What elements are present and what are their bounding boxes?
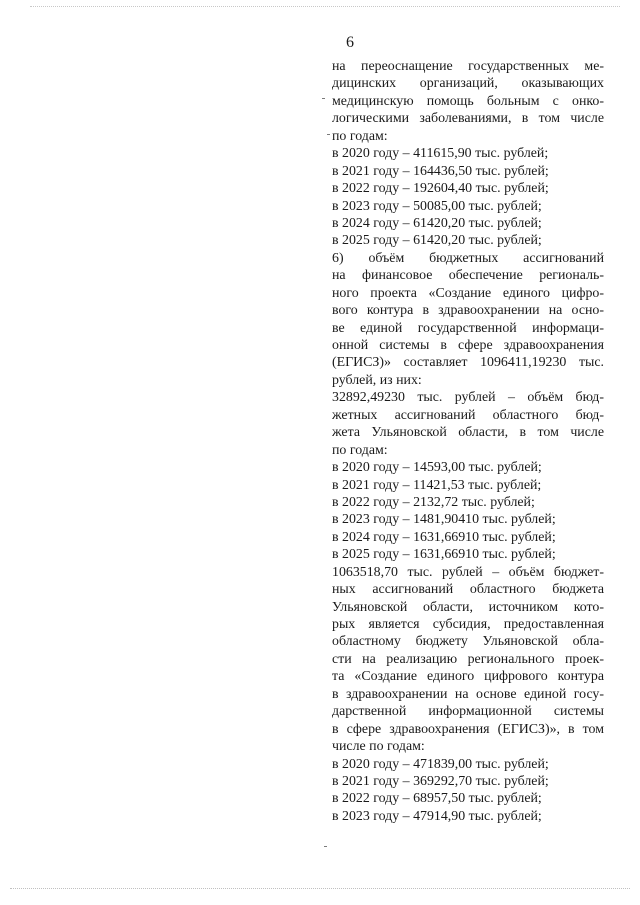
text-line: ного проекта «Создание единого цифро- (332, 285, 604, 301)
text-line: в 2022 году – 68957,50 тыс. рублей; (332, 791, 542, 807)
text-line: в 2021 году – 369292,70 тыс. рублей; (332, 773, 549, 789)
text-line: на финансовое обеспечение региональ- (332, 268, 604, 284)
text-line: в 2024 году – 1631,66910 тыс. рублей; (332, 529, 556, 545)
text-line: в 2023 году – 50085,00 тыс. рублей; (332, 198, 542, 214)
scan-edge-bottom (10, 888, 630, 889)
text-line: в 2024 году – 61420,20 тыс. рублей; (332, 215, 542, 231)
text-line: в 2025 году – 1631,66910 тыс. рублей; (332, 547, 556, 563)
text-line: Ульяновской области, источником кото- (332, 599, 604, 615)
text-line: в 2021 году – 164436,50 тыс. рублей; (332, 163, 549, 179)
text-line: 6) объём бюджетных ассигнований (332, 250, 604, 266)
text-line: на переоснащение государственных ме- (332, 59, 604, 74)
text-line: в 2022 году – 192604,40 тыс. рублей; (332, 181, 549, 197)
text-line: по годам: (332, 128, 388, 144)
text-line: (ЕГИСЗ)» составляет 1096411,19230 тыс. (332, 355, 604, 371)
scan-speck (322, 98, 325, 99)
text-line: в сфере здравоохранения (ЕГИСЗ)», в том (332, 721, 604, 737)
scan-speck (324, 846, 327, 847)
text-line: медицинскую помощь больным с онко- (332, 93, 604, 109)
document-text-column (332, 58, 604, 825)
text-line: вого контура в здравоохранении на осно- (332, 303, 604, 319)
text-line: ных ассигнований областного бюджета (332, 582, 604, 598)
text-line: областному бюджету Ульяновской обла- (332, 634, 604, 650)
text-line: 32892,49230 тыс. рублей – объём бюд- (332, 390, 604, 406)
text-line: числе по годам: (332, 739, 425, 755)
text-line: в 2020 году – 471839,00 тыс. рублей; (332, 756, 549, 772)
text-line: дицинских организаций, оказывающих (332, 76, 604, 92)
text-line: в 2022 году – 2132,72 тыс. рублей; (332, 494, 535, 510)
text-line: в 2023 году – 1481,90410 тыс. рублей; (332, 512, 556, 528)
text-line: по годам: (332, 442, 388, 458)
page-number: 6 (346, 34, 354, 51)
text-line: логическими заболеваниями, в том числе (332, 111, 604, 127)
text-line: в 2023 году – 47914,90 тыс. рублей; (332, 808, 542, 824)
text-line: онной системы в сфере здравоохранения (332, 338, 604, 353)
scan-edge-top (30, 6, 620, 7)
text-line: ве единой государственной информаци- (332, 320, 604, 336)
text-line: жета Ульяновской области, в том числе (332, 425, 604, 441)
text-line: в 2020 году – 14593,00 тыс. рублей; (332, 460, 542, 476)
text-line: в 2021 году – 11421,53 тыс. рублей; (332, 477, 542, 493)
text-line: в 2020 году – 411615,90 тыс. рублей; (332, 146, 549, 162)
scan-speck (327, 134, 330, 135)
text-line: 1063518,70 тыс. рублей – объём бюджет- (332, 564, 604, 580)
text-line: сти на реализацию регионального проек- (332, 651, 604, 667)
text-line: рублей, из них: (332, 372, 422, 388)
text-line: дарственной информационной системы (332, 704, 604, 720)
text-line: в 2025 году – 61420,20 тыс. рублей; (332, 233, 542, 249)
text-line: та «Создание единого цифрового контура (332, 669, 604, 685)
text-line: жетных ассигнований областного бюд- (332, 407, 604, 423)
text-line: рых является субсидия, предоставленная (332, 617, 604, 632)
text-line: в здравоохранении на основе единой госу- (332, 686, 604, 702)
